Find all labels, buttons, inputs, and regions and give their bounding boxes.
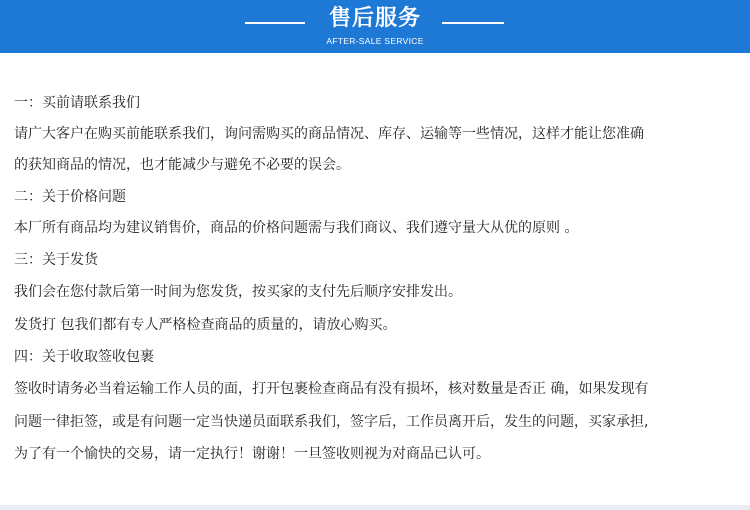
section-text: 本厂所有商品均为建议销售价，商品的价格问题需与我们商议、我们遵守量大从优的原则 。 (14, 220, 579, 236)
section-text: 发货打 包我们都有专人严格检查商品的质量的，请放心购买。 (14, 317, 397, 333)
section-heading-price: 二：关于价格问题 (14, 189, 126, 205)
section-text: 的获知商品的情况，也才能减少与避免不必要的误会。 (14, 157, 350, 173)
bottom-divider (0, 505, 750, 510)
section-text: 为了有一个愉快的交易，请一定执行！谢谢！一旦签收则视为对商品已认可。 (14, 446, 490, 462)
section-heading-receipt: 四：关于收取签收包裹 (14, 349, 154, 365)
page-subtitle: AFTER-SALE SERVICE (326, 36, 424, 46)
header-banner (0, 0, 750, 53)
page-title: 售后服务 (328, 6, 421, 31)
section-text: 签收时请务必当着运输工作人员的面，打开包裹检查商品有没有损坏，核对数量是否正 确，如果发现有 (14, 381, 649, 397)
section-text: 请广大客户在购买前能联系我们，询问需购买的商品情况、库存、运输等一些情况，这样才能让您准确 (14, 126, 644, 142)
section-heading-shipping: 三：关于发货 (14, 252, 98, 268)
section-text: 问题一律拒签，或是有问题一定当快递员面联系我们，签字后，工作员离开后，发生的问题，买家承担, (14, 414, 649, 430)
section-heading-contact: 一：买前请联系我们 (14, 95, 140, 111)
section-text: 我们会在您付款后第一时间为您发货，按买家的支付先后顺序安排发出。 (14, 284, 462, 300)
